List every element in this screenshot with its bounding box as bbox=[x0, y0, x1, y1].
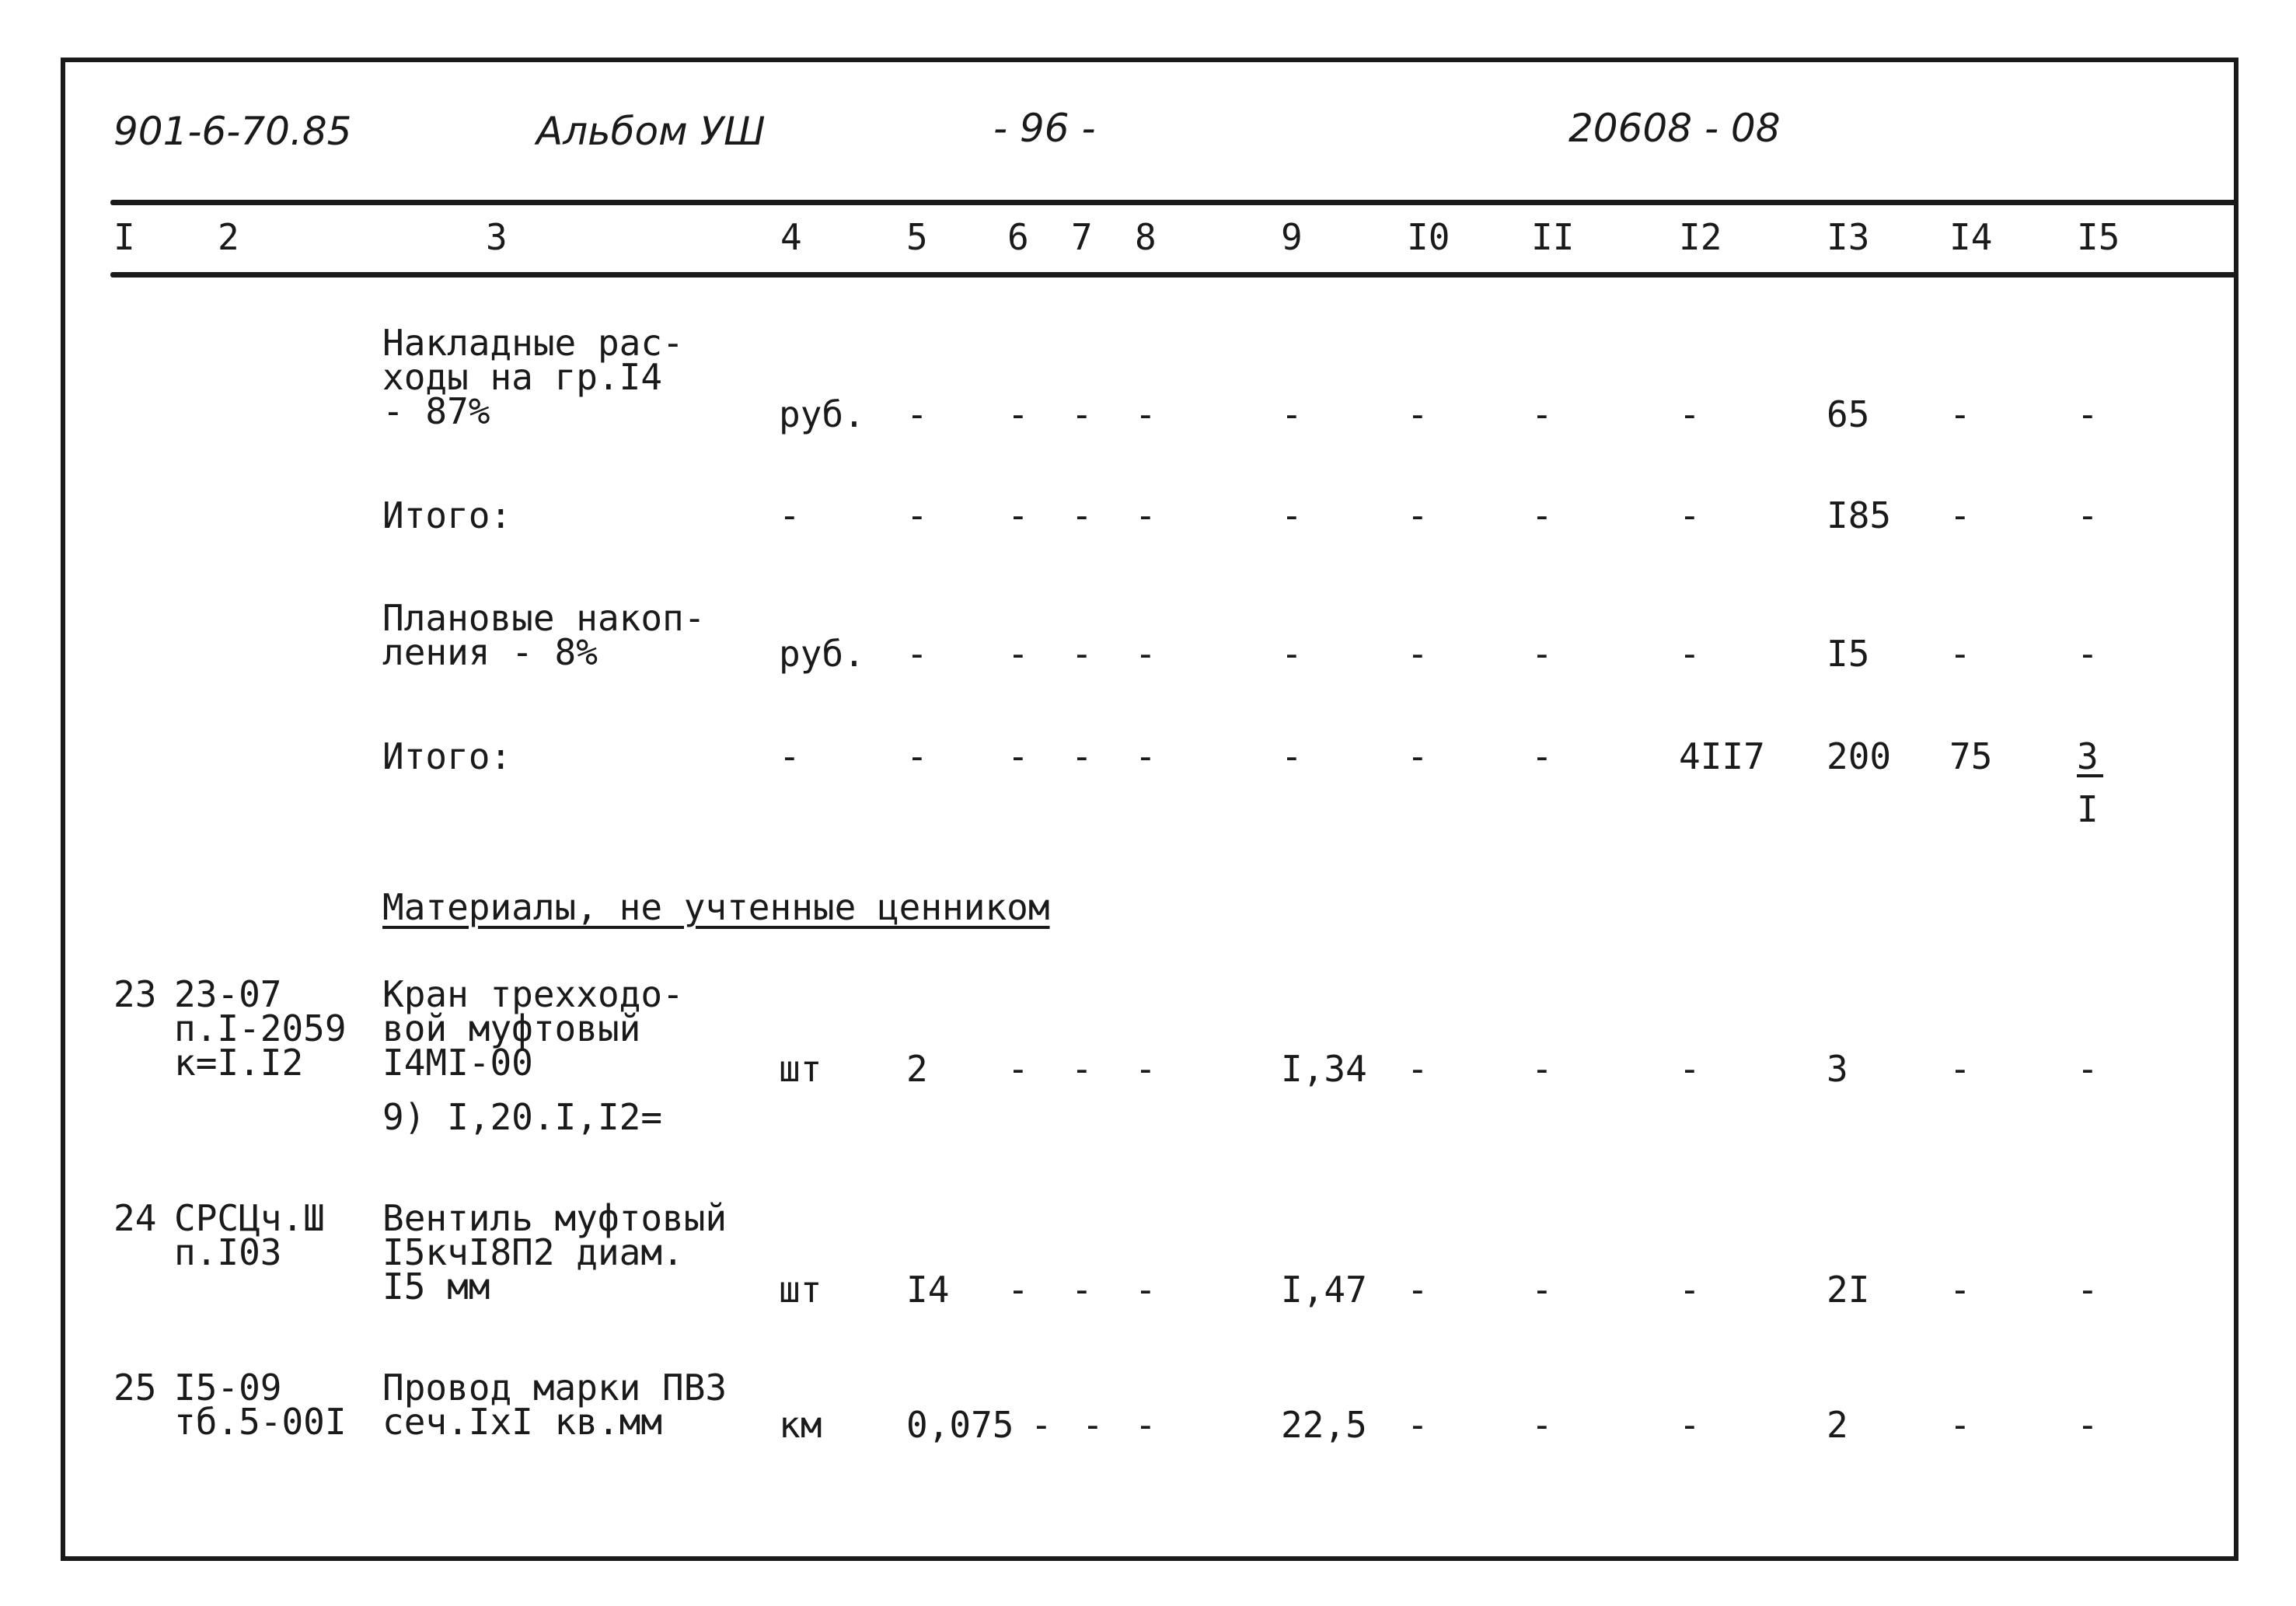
cell-col13: I85 bbox=[1827, 494, 1892, 536]
row-description-line: ления - 8% bbox=[382, 631, 598, 673]
unit-cell: шт bbox=[779, 1048, 822, 1090]
cell-col9: I,47 bbox=[1281, 1269, 1367, 1311]
cell-col11: - bbox=[1531, 633, 1553, 675]
cell-col5: - bbox=[906, 393, 928, 435]
cell-col12: - bbox=[1679, 1269, 1701, 1311]
cell-col15: - bbox=[2077, 633, 2099, 675]
cell-col11: - bbox=[1531, 393, 1553, 435]
cell-col6: - bbox=[1007, 735, 1029, 777]
cell-col8: - bbox=[1135, 1404, 1157, 1446]
cell-col8: - bbox=[1135, 494, 1157, 536]
row-description-line: Итого: bbox=[382, 735, 512, 777]
unit-cell: шт bbox=[779, 1269, 822, 1311]
unit-cell: км bbox=[779, 1404, 822, 1446]
cell-col14: - bbox=[1949, 393, 1971, 435]
item-code-line: п.I03 bbox=[174, 1231, 282, 1273]
cell-col12: 4II7 bbox=[1679, 735, 1765, 777]
col-header-5: 5 bbox=[906, 216, 928, 258]
cell-col9: - bbox=[1281, 494, 1303, 536]
cell-col13: 3 bbox=[1827, 1048, 1848, 1090]
cell-col11: - bbox=[1531, 1269, 1553, 1311]
cell-col5: 2 bbox=[906, 1048, 928, 1090]
cell-col7: - bbox=[1071, 1048, 1093, 1090]
cell-col12: - bbox=[1679, 633, 1701, 675]
row-description-line: Плановые накоп- bbox=[382, 597, 706, 639]
cell-col6: - bbox=[1007, 393, 1029, 435]
cell-col6: - bbox=[1007, 1048, 1029, 1090]
header-top-rule bbox=[110, 200, 2236, 205]
item-description-line: I5 мм bbox=[382, 1266, 490, 1307]
cell-col15: - bbox=[2077, 494, 2099, 536]
row-description-line: - 87% bbox=[382, 390, 490, 432]
page-number: - 96 - bbox=[993, 106, 1096, 151]
cell-col6: - bbox=[1031, 1404, 1052, 1446]
cell-col8: - bbox=[1135, 1269, 1157, 1311]
cell-col12: - bbox=[1679, 393, 1701, 435]
page-frame bbox=[61, 58, 2238, 1561]
col-header-1: I bbox=[113, 216, 135, 258]
album-label: Альбом УШ bbox=[536, 109, 766, 154]
cell-col15: - bbox=[2077, 1404, 2099, 1446]
col-header-13: I3 bbox=[1827, 216, 1870, 258]
cell-col5: I4 bbox=[906, 1269, 950, 1311]
col-header-7: 7 bbox=[1071, 216, 1093, 258]
cell-col15-numerator: 3 bbox=[2077, 738, 2103, 777]
item-description-line: Кран трехходо- bbox=[382, 973, 684, 1015]
cell-col13: 200 bbox=[1827, 735, 1892, 777]
cell-col6: - bbox=[1007, 494, 1029, 536]
cell-col10: - bbox=[1407, 633, 1429, 675]
cell-col15: - bbox=[2077, 1269, 2099, 1311]
item-description-line: I5кчI8П2 диам. bbox=[382, 1231, 684, 1273]
cell-col5: 0,075 bbox=[906, 1404, 1014, 1446]
item-note: 9) I,20.I,I2= bbox=[382, 1096, 663, 1138]
cell-col14: - bbox=[1949, 1269, 1971, 1311]
document-code: 20608 - 08 bbox=[1568, 106, 1781, 151]
cell-col15-denominator: I bbox=[2077, 788, 2099, 830]
cell-col5: - bbox=[906, 735, 928, 777]
col-header-3: 3 bbox=[486, 216, 508, 258]
cell-col10: - bbox=[1407, 1269, 1429, 1311]
cell-col10: - bbox=[1407, 1404, 1429, 1446]
cell-col12: - bbox=[1679, 494, 1701, 536]
cell-col14: - bbox=[1949, 494, 1971, 536]
cell-col15: - bbox=[2077, 393, 2099, 435]
cell-col7: - bbox=[1071, 494, 1093, 536]
cell-col7: - bbox=[1071, 633, 1093, 675]
cell-col12: - bbox=[1679, 1404, 1701, 1446]
cell-col5: - bbox=[906, 633, 928, 675]
unit-cell: - bbox=[779, 494, 801, 536]
cell-col13: 2 bbox=[1827, 1404, 1848, 1446]
item-code-line: к=I.I2 bbox=[174, 1042, 304, 1084]
project-number: 901-6-70.85 bbox=[113, 109, 352, 154]
cell-col10: - bbox=[1407, 393, 1429, 435]
cell-col13: I5 bbox=[1827, 633, 1870, 675]
unit-cell: руб. bbox=[779, 633, 865, 675]
cell-col12: - bbox=[1679, 1048, 1701, 1090]
unit-cell: - bbox=[779, 735, 801, 777]
cell-col10: - bbox=[1407, 494, 1429, 536]
cell-col7: - bbox=[1071, 735, 1093, 777]
col-header-12: I2 bbox=[1679, 216, 1722, 258]
col-header-11: II bbox=[1531, 216, 1575, 258]
item-code-line: 23-07 bbox=[174, 973, 282, 1015]
item-description-line: Вентиль муфтовый bbox=[382, 1197, 728, 1239]
cell-col13: 65 bbox=[1827, 393, 1870, 435]
cell-col6: - bbox=[1007, 1269, 1029, 1311]
cell-col6: - bbox=[1007, 633, 1029, 675]
item-description-line: вой муфтовый bbox=[382, 1007, 641, 1049]
col-header-9: 9 bbox=[1281, 216, 1303, 258]
cell-col8: - bbox=[1135, 393, 1157, 435]
item-code-line: п.I-2059 bbox=[174, 1007, 347, 1049]
cell-col5: - bbox=[906, 494, 928, 536]
cell-col11: - bbox=[1531, 1048, 1553, 1090]
item-description-line: Провод марки ПВЗ bbox=[382, 1367, 728, 1409]
item-number: 23 bbox=[113, 973, 157, 1015]
cell-col14: 75 bbox=[1949, 735, 1993, 777]
section-title: Материалы, не учтенные ценником bbox=[382, 886, 1050, 928]
col-header-14: I4 bbox=[1949, 216, 1993, 258]
col-header-10: I0 bbox=[1407, 216, 1450, 258]
cell-col11: - bbox=[1531, 1404, 1553, 1446]
item-code-line: СРСЦч.Ш bbox=[174, 1197, 325, 1239]
cell-col9: 22,5 bbox=[1281, 1404, 1367, 1446]
cell-col7: - bbox=[1071, 393, 1093, 435]
cell-col14: - bbox=[1949, 633, 1971, 675]
item-description-line: сеч.IxI кв.мм bbox=[382, 1401, 663, 1443]
col-header-6: 6 bbox=[1007, 216, 1029, 258]
cell-col11: - bbox=[1531, 735, 1553, 777]
header-bottom-rule bbox=[110, 272, 2236, 278]
col-header-8: 8 bbox=[1135, 216, 1157, 258]
item-code-line: тб.5-00I bbox=[174, 1401, 347, 1443]
cell-col9: - bbox=[1281, 633, 1303, 675]
cell-col11: - bbox=[1531, 494, 1553, 536]
cell-col9: - bbox=[1281, 393, 1303, 435]
row-description-line: ходы на гр.I4 bbox=[382, 356, 663, 398]
cell-col13: 2I bbox=[1827, 1269, 1870, 1311]
cell-col7: - bbox=[1071, 1269, 1093, 1311]
cell-col14: - bbox=[1949, 1404, 1971, 1446]
col-header-4: 4 bbox=[780, 216, 802, 258]
cell-col8: - bbox=[1135, 633, 1157, 675]
col-header-2: 2 bbox=[218, 216, 239, 258]
cell-col14: - bbox=[1949, 1048, 1971, 1090]
cell-col10: - bbox=[1407, 1048, 1429, 1090]
row-description-line: Накладные рас- bbox=[382, 322, 684, 364]
item-description-line: I4MI-00 bbox=[382, 1042, 533, 1084]
cell-col10: - bbox=[1407, 735, 1429, 777]
col-header-15: I5 bbox=[2077, 216, 2120, 258]
unit-cell: руб. bbox=[779, 393, 865, 435]
cell-col9: - bbox=[1281, 735, 1303, 777]
item-number: 25 bbox=[113, 1367, 157, 1409]
cell-col8: - bbox=[1135, 1048, 1157, 1090]
item-number: 24 bbox=[113, 1197, 157, 1239]
cell-col8: - bbox=[1135, 735, 1157, 777]
cell-col15: - bbox=[2077, 1048, 2099, 1090]
cell-col7: - bbox=[1082, 1404, 1104, 1446]
row-description-line: Итого: bbox=[382, 494, 512, 536]
cell-col9: I,34 bbox=[1281, 1048, 1367, 1090]
item-code-line: I5-09 bbox=[174, 1367, 282, 1409]
